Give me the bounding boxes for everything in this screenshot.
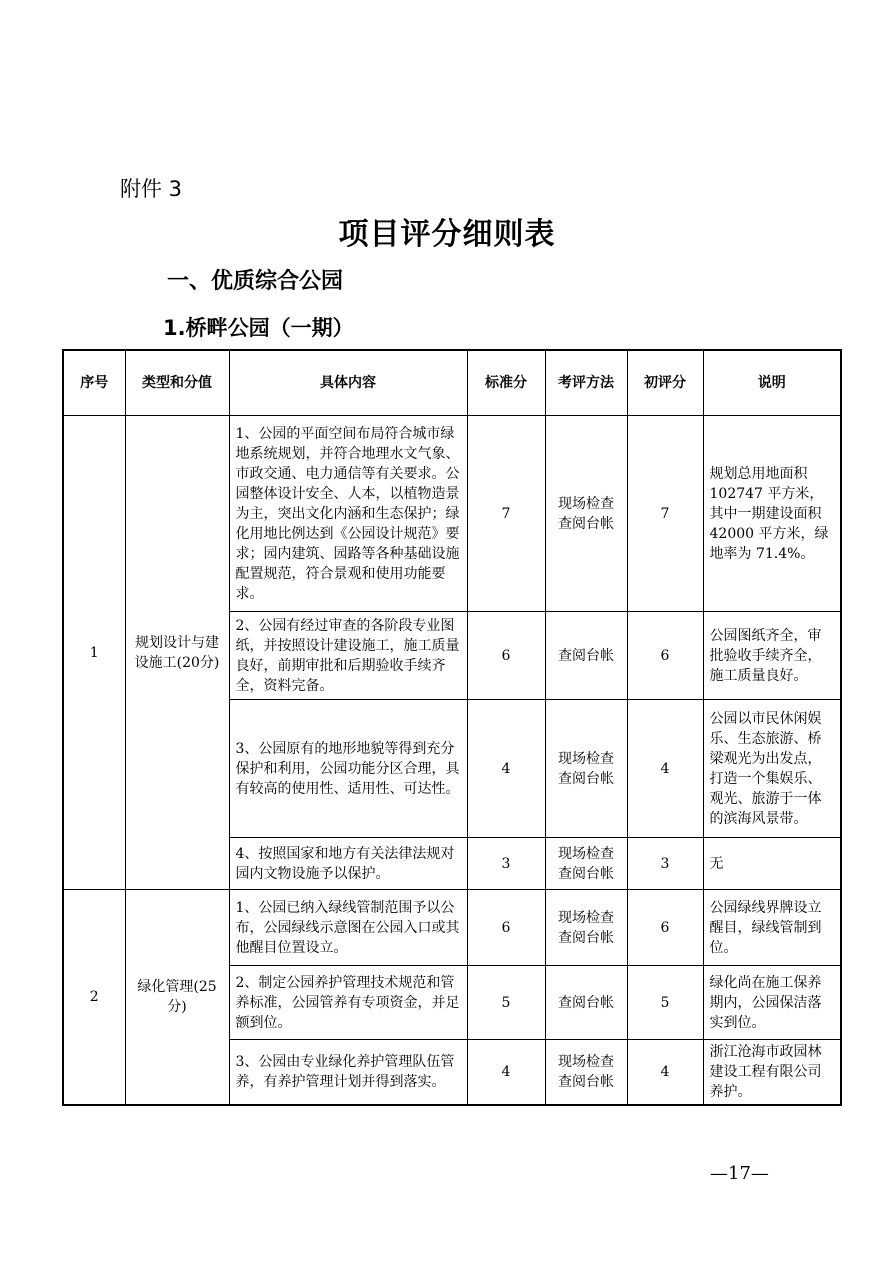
row-standard-score: 3	[467, 838, 545, 890]
row-method: 现场检查查阅台帐	[545, 416, 627, 612]
row-content: 2、公园有经过审查的各阶段专业图纸，并按照设计建设施工，施工质量良好，前期审批和后期验收手续齐全，资料完备。	[229, 612, 467, 700]
row-note: 无	[703, 838, 841, 890]
page-number: —17—	[710, 1163, 769, 1184]
row-content: 4、按照国家和地方有关法律法规对园内文物设施予以保护。	[229, 838, 467, 890]
row-method: 现场检查查阅台帐	[545, 700, 627, 838]
annex-label: 附件 3	[120, 177, 183, 201]
row-content: 1、公园已纳入绿线管制范围予以公布，公园绿线示意图在公园入口或其他醒目位置设立。	[229, 890, 467, 966]
page-title: 项目评分细则表	[338, 217, 556, 252]
row-method: 现场检查查阅台帐	[545, 838, 627, 890]
row-standard-score: 4	[467, 700, 545, 838]
row-initial-score: 6	[627, 890, 703, 966]
row-method: 查阅台帐	[545, 966, 627, 1040]
row-content: 3、公园原有的地形地貌等得到充分保护和利用，公园功能分区合理，具有较高的使用性、适用性、可达性。	[229, 700, 467, 838]
row-initial-score: 3	[627, 838, 703, 890]
row-content: 1、公园的平面空间布局符合城市绿地系统规划，并符合地理水文气象、市政交通、电力通信等有关要求。公园整体设计安全、人本，以植物造景为主，突出文化内涵和生态保护；绿化用地比例达到《公园设计规范》要求；园内建筑、园路等各种基础设施配置规范，符合景观和使用功能要求。	[229, 416, 467, 612]
table-row	[63, 890, 841, 966]
row-note: 规划总用地面积 102747 平方米，其中一期建设面积 42000 平方米，绿地率为 71.4%。	[703, 416, 841, 612]
row-method: 现场检查查阅台帐	[545, 890, 627, 966]
header-no: 序号	[63, 350, 125, 416]
row-content: 2、制定公园养护管理技术规范和管养标准，公园管养有专项资金，并足额到位。	[229, 966, 467, 1040]
row-standard-score: 6	[467, 612, 545, 700]
row-note: 浙江沧海市政园林建设工程有限公司养护。	[703, 1040, 841, 1106]
row-note: 公园图纸齐全，审批验收手续齐全，施工质量良好。	[703, 612, 841, 700]
subsection-heading: 1.桥畔公园（一期）	[163, 316, 354, 340]
row-content: 3、公园由专业绿化养护管理队伍管养，有养护管理计划并得到落实。	[229, 1040, 467, 1106]
row-initial-score: 4	[627, 700, 703, 838]
group-category: 规划设计与建设施工(20分)	[125, 416, 229, 890]
row-note: 公园以市民休闲娱乐、生态旅游、桥梁观光为出发点，打造一个集娱乐、观光、旅游于一体的滨海风景带。	[703, 700, 841, 838]
header-category: 类型和分值	[125, 350, 229, 416]
row-note: 公园绿线界牌设立醒目，绿线管制到位。	[703, 890, 841, 966]
group-category: 绿化管理(25分)	[125, 890, 229, 1106]
group-number: 1	[63, 416, 125, 890]
row-initial-score: 4	[627, 1040, 703, 1106]
row-method: 查阅台帐	[545, 612, 627, 700]
row-initial-score: 6	[627, 612, 703, 700]
row-standard-score: 4	[467, 1040, 545, 1106]
row-initial-score: 7	[627, 416, 703, 612]
row-standard-score: 7	[467, 416, 545, 612]
group-number: 2	[63, 890, 125, 1106]
row-note: 绿化尚在施工保养期内，公园保洁落实到位。	[703, 966, 841, 1040]
header-method: 考评方法	[545, 350, 627, 416]
header-note: 说明	[703, 350, 841, 416]
scoring-table	[62, 349, 842, 1106]
header-standard: 标准分	[467, 350, 545, 416]
table-header-row	[63, 350, 841, 416]
table-row	[63, 416, 841, 612]
row-standard-score: 6	[467, 890, 545, 966]
row-standard-score: 5	[467, 966, 545, 1040]
header-content: 具体内容	[229, 350, 467, 416]
row-method: 现场检查查阅台帐	[545, 1040, 627, 1106]
row-initial-score: 5	[627, 966, 703, 1040]
section-heading: 一、优质综合公园	[167, 269, 344, 294]
header-score: 初评分	[627, 350, 703, 416]
